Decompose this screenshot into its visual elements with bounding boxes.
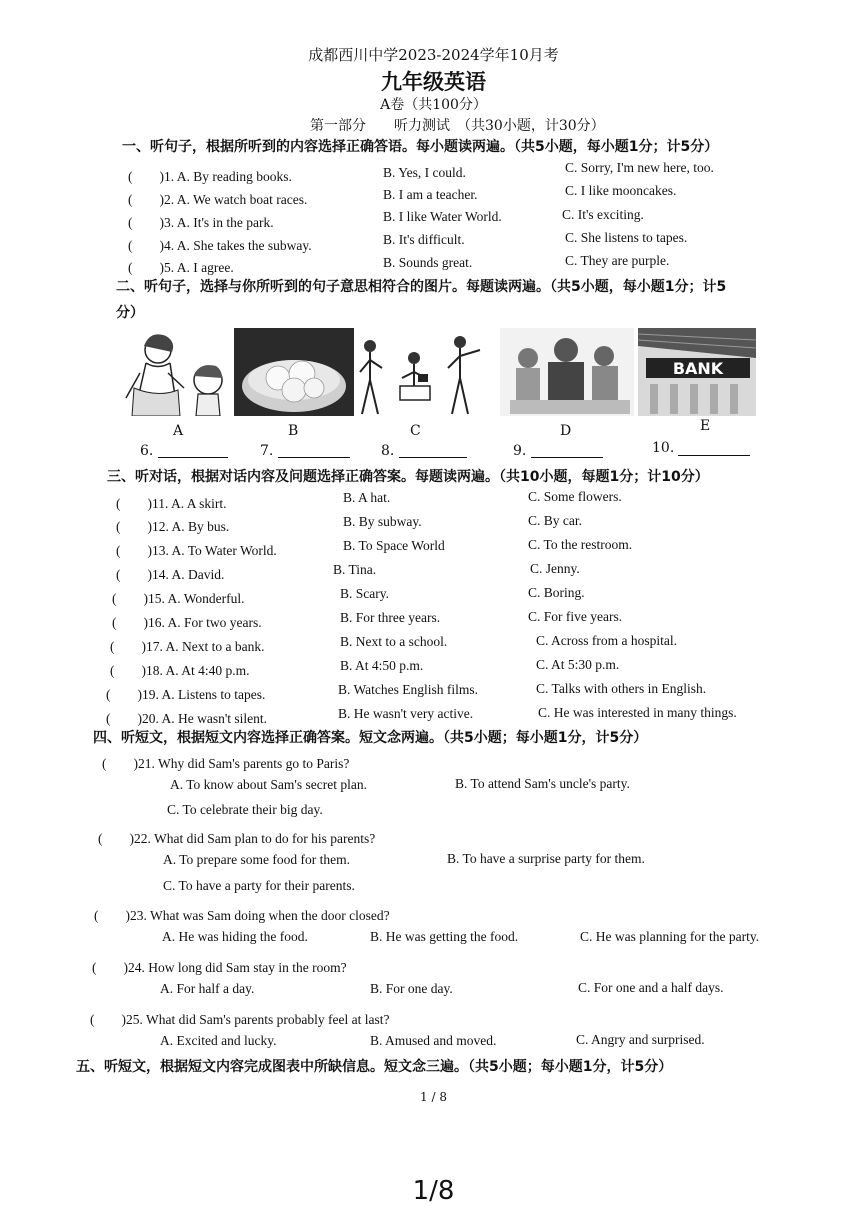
answer-blank-9[interactable]	[531, 457, 603, 458]
question-20: ( )20. A. He wasn't silent.	[106, 711, 268, 726]
question-13: ( )13. A. To Water World.	[116, 543, 277, 558]
picture-b-rice-balls-image	[234, 328, 354, 416]
option-22c: C. To have a party for their parents.	[163, 878, 355, 893]
answer-blank-6[interactable]	[158, 457, 228, 458]
option-18b: B. At 4:50 p.m.	[340, 658, 424, 673]
question-17: ( )17. A. Next to a bank.	[110, 639, 265, 654]
question-4: ( )4. A. She takes the subway.	[128, 238, 312, 253]
blank-9-label: 9.	[513, 443, 527, 459]
option-12b: B. By subway.	[343, 514, 422, 529]
question-11: ( )11. A. A skirt.	[116, 496, 227, 511]
option-3c: C. It's exciting.	[562, 207, 644, 222]
option-13b: B. To Space World	[343, 538, 445, 553]
answer-blank-7[interactable]	[278, 457, 350, 458]
question-1: ( )1. A. By reading books.	[128, 169, 292, 184]
part-label: 第一部分 听力测试 （共30小题，计30分）	[310, 118, 605, 134]
question-3: ( )3. A. It's in the park.	[128, 215, 274, 230]
option-15b: B. Scary.	[340, 586, 389, 601]
option-4b: B. It's difficult.	[383, 232, 465, 247]
picture-label-c: C	[410, 423, 421, 439]
question-25: ( )25. What did Sam's parents probably feel at last?	[90, 1012, 390, 1027]
option-24a: A. For half a day.	[160, 981, 255, 996]
option-14b: B. Tina.	[333, 562, 377, 577]
option-4c: C. She listens to tapes.	[565, 230, 688, 245]
option-17c: C. Across from a hospital.	[536, 633, 677, 648]
question-16: ( )16. A. For two years.	[112, 615, 262, 630]
section4-title: 四、听短文，根据短文内容选择正确答案。短文念两遍。（共5小题；每小题1分，计5分）	[93, 730, 648, 746]
option-19c: C. Talks with others in English.	[536, 681, 707, 696]
question-2: ( )2. A. We watch boat races.	[128, 192, 308, 207]
section1-title: 一、听句子，根据所听到的内容选择正确答语。每小题读两遍。（共5小题，每小题1分；计5分）	[122, 139, 719, 155]
question-14: ( )14. A. David.	[116, 567, 225, 582]
option-25c: C. Angry and surprised.	[576, 1032, 705, 1047]
option-25a: A. Excited and lucky.	[160, 1033, 277, 1048]
option-14c: C. Jenny.	[530, 561, 580, 576]
paper-label: A卷（共100分）	[380, 97, 487, 113]
picture-e-bank-building-image	[638, 328, 756, 416]
option-13c: C. To the restroom.	[528, 537, 633, 552]
page-number-large: 1/8	[412, 1176, 455, 1206]
answer-blank-8[interactable]	[399, 457, 467, 458]
option-19b: B. Watches English films.	[338, 682, 479, 697]
picture-c-musicians-image	[356, 328, 496, 416]
option-18c: C. At 5:30 p.m.	[536, 657, 620, 672]
blank-6-label: 6.	[140, 443, 154, 459]
option-2c: C. I like mooncakes.	[565, 183, 677, 198]
option-21a: A. To know about Sam's secret plan.	[170, 777, 367, 792]
bank-sign-text: BANK	[672, 359, 724, 378]
option-23c: C. He was planning for the party.	[580, 929, 760, 944]
picture-label-a: A	[173, 423, 184, 439]
option-22b: B. To have a surprise party for them.	[447, 851, 645, 866]
blank-8-label: 8.	[381, 443, 395, 459]
option-20c: C. He was interested in many things.	[538, 705, 737, 720]
option-11c: C. Some flowers.	[528, 489, 622, 504]
option-1b: B. Yes, I could.	[383, 165, 466, 180]
option-23a: A. He was hiding the food.	[162, 929, 308, 944]
picture-a-mother-child-image	[120, 328, 232, 416]
section3-title: 三、听对话，根据对话内容及问题选择正确答案。每题读两遍。（共10小题，每题1分；计10分）	[107, 469, 709, 485]
section5-title: 五、听短文，根据短文内容完成图表中所缺信息。短文念三遍。（共5小题；每小题1分，计5分）	[76, 1059, 673, 1075]
school-header: 成都西川中学2023-2024学年10月考	[308, 46, 559, 64]
option-16b: B. For three years.	[340, 610, 441, 625]
blank-10-label: 10.	[652, 440, 675, 456]
option-22a: A. To prepare some food for them.	[163, 852, 351, 867]
option-24c: C. For one and a half days.	[578, 980, 724, 995]
picture-label-d: D	[560, 423, 572, 439]
option-2b: B. I am a teacher.	[383, 187, 478, 202]
question-12: ( )12. A. By bus.	[116, 519, 230, 534]
option-21b: B. To attend Sam's uncle's party.	[455, 776, 630, 791]
question-15: ( )15. A. Wonderful.	[112, 591, 245, 606]
question-23: ( )23. What was Sam doing when the door closed?	[94, 908, 390, 923]
option-11b: B. A hat.	[343, 490, 391, 505]
question-5: ( )5. A. I agree.	[128, 260, 234, 275]
option-16c: C. For five years.	[528, 609, 623, 624]
page-number-small: 1 / 8	[420, 1090, 447, 1104]
blank-7-label: 7.	[260, 443, 274, 459]
section2-title: 二、听句子，选择与你所听到的句子意思相符合的图片。每题读两遍。（共5小题，每小题1分；计5	[116, 279, 727, 295]
question-19: ( )19. A. Listens to tapes.	[106, 687, 266, 702]
option-24b: B. For one day.	[370, 981, 453, 996]
question-24: ( )24. How long did Sam stay in the room?	[92, 960, 347, 975]
option-20b: B. He wasn't very active.	[338, 706, 474, 721]
question-18: ( )18. A. At 4:40 p.m.	[110, 663, 250, 678]
option-17b: B. Next to a school.	[340, 634, 448, 649]
question-21: ( )21. Why did Sam's parents go to Paris?	[102, 756, 350, 771]
picture-label-b: B	[288, 423, 299, 439]
picture-d-family-dinner-image	[500, 328, 634, 416]
picture-label-e: E	[700, 418, 711, 434]
question-22: ( )22. What did Sam plan to do for his parents?	[98, 831, 376, 846]
option-25b: B. Amused and moved.	[370, 1033, 497, 1048]
option-5b: B. Sounds great.	[383, 255, 473, 270]
option-23b: B. He was getting the food.	[370, 929, 519, 944]
option-21c: C. To celebrate their big day.	[167, 802, 323, 817]
page-title: 九年级英语	[381, 69, 486, 94]
option-5c: C. They are purple.	[565, 253, 670, 268]
option-1c: C. Sorry, I'm new here, too.	[565, 160, 714, 175]
section2-title-cont: 分）	[116, 305, 144, 321]
option-15c: C. Boring.	[528, 585, 585, 600]
option-12c: C. By car.	[528, 513, 582, 528]
answer-blank-10[interactable]	[678, 455, 750, 456]
option-3b: B. I like Water World.	[383, 209, 502, 224]
